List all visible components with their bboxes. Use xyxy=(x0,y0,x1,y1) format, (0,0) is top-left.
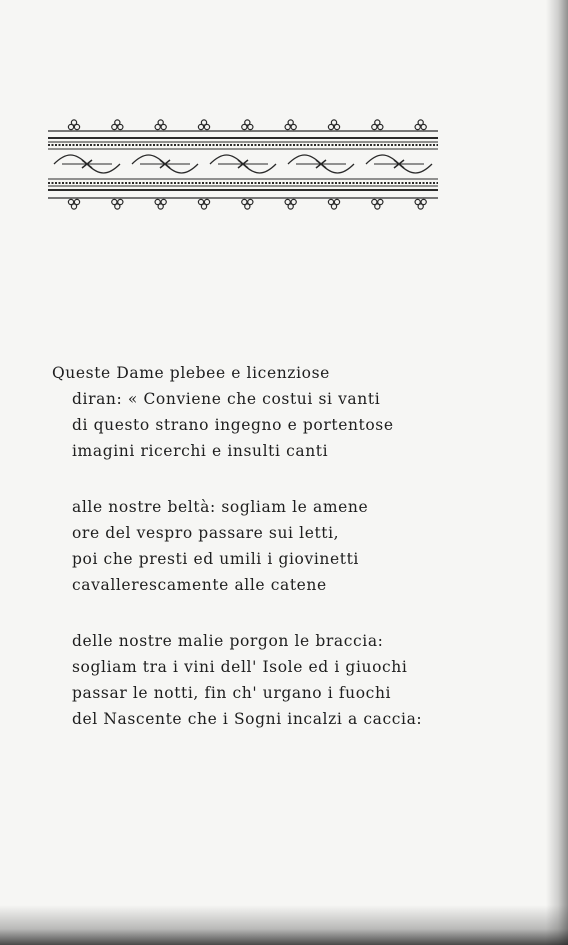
poem-line: del Nascente che i Sogni incalzi a caccia: xyxy=(72,710,423,728)
poem-line: imagini ricerchi e insulti canti xyxy=(72,442,329,460)
page-bottom-shadow xyxy=(0,905,568,945)
stanza-1 xyxy=(52,360,472,464)
poem-line: sogliam tra i vini dell' Isole ed i giuochi xyxy=(72,658,408,676)
poem-line: cavallerescamente alle catene xyxy=(72,576,327,594)
poem-line: Queste Dame plebee e licenziose xyxy=(52,364,330,382)
poem-line: poi che presti ed umili i giovinetti xyxy=(72,550,359,568)
poem xyxy=(52,360,472,762)
poem-line: alle nostre beltà: sogliam le amene xyxy=(72,498,369,516)
stanza-2 xyxy=(52,494,472,598)
poem-line: delle nostre malie porgon le braccia: xyxy=(72,632,384,650)
poem-line: ore del vespro passare sui letti, xyxy=(72,524,340,542)
poem-line: di questo strano ingegno e portentose xyxy=(72,416,394,434)
page-edge-shadow xyxy=(546,0,568,945)
poem-line: diran: « Conviene che costui si vanti xyxy=(72,390,381,408)
stanza-3 xyxy=(52,628,472,732)
decorative-border-icon xyxy=(48,116,438,216)
poem-line: passar le notti, fin ch' urgano i fuochi xyxy=(72,684,392,702)
